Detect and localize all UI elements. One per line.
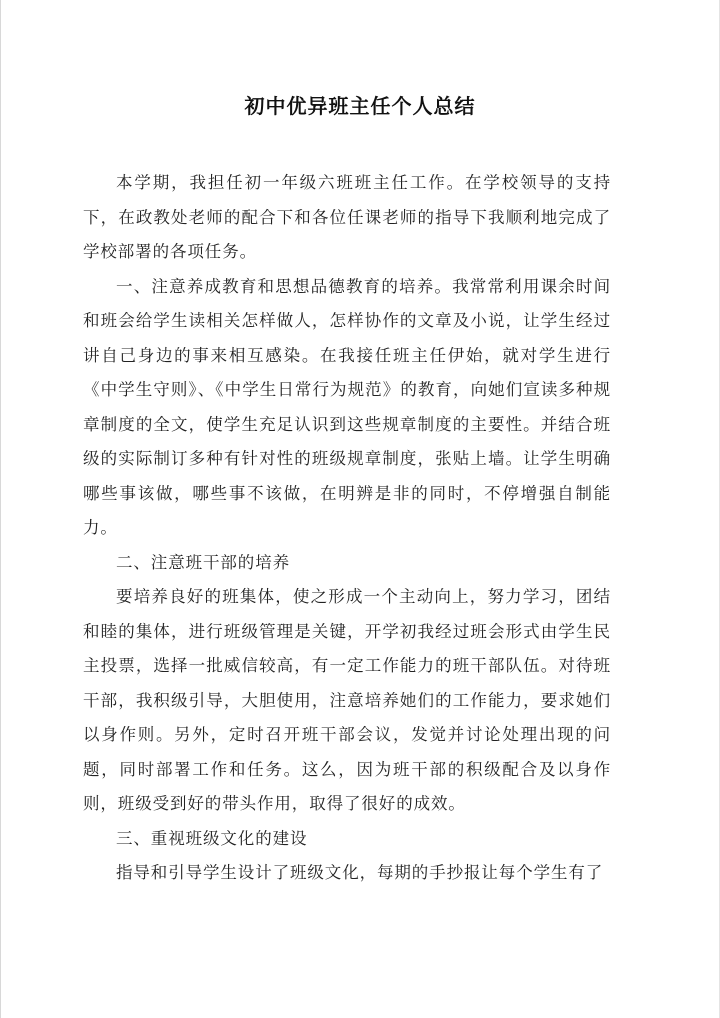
document-title: 初中优异班主任个人总结 <box>244 94 476 118</box>
section-heading-two: 二、注意班干部的培养 <box>116 552 290 572</box>
section-heading-three: 三、重视班级文化的建设 <box>116 828 308 848</box>
paragraph-section-one: 一、注意养成教育和思想品德教育的培养。我常常利用课余时间和班会给学生读相关怎样做人，怎样协作的文章及小说，让学生经过讲自己身边的事来相互感染。在我接任班主任伊始，就对学生进行《中学生守则》、《中学生日常行为规范》的教育，向她们宣读多种规章制度的全文，使学生充足认识到这些规章制度的主要性。并结合班级的实际制订多种有针对性的班级规章制度，张贴上墙。让学生明确哪些事该做，哪些事不该做，在明辨是非的同时，不停增强自制能力。 <box>83 276 611 537</box>
paragraph-section-three: 指导和引导学生设计了班级文化，每期的手抄报让每个学生有了 <box>116 863 604 882</box>
page-border-left <box>0 0 1 1018</box>
document-body <box>83 166 611 891</box>
paragraph-intro: 本学期，我担任初一年级六班班主任工作。在学校领导的支持下，在政教处老师的配合下和各位任课老师的指导下我顺利地完成了学校部署的各项任务。 <box>83 173 611 261</box>
paragraph-section-two: 要培养良好的班集体，使之形成一个主动向上，努力学习，团结和睦的集体，进行班级管理是关键，开学初我经过班会形式由学生民主投票，选择一批威信较高，有一定工作能力的班干部队伍。对待班干部，我积级引导，大胆使用，注意培养她们的工作能力，要求她们以身作则。另外，定时召开班干部会议，发觉并讨论处理出现的问题，同时部署工作和任务。这么，因为班干部的积级配合及以身作则，班级受到好的带头作用，取得了很好的成效。 <box>83 587 611 813</box>
